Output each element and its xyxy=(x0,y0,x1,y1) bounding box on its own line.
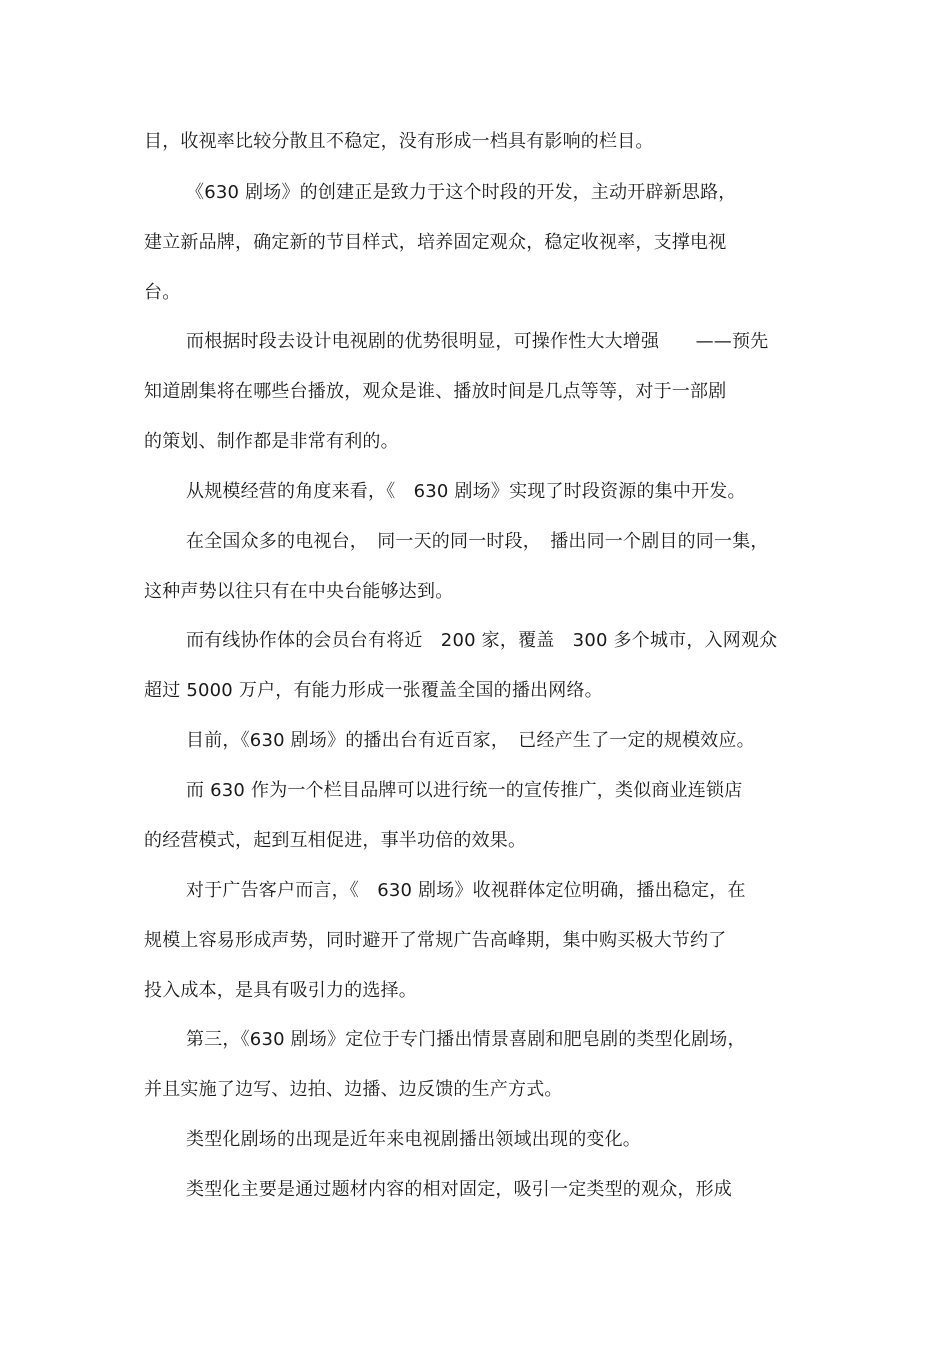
text-line: 这种声势以往只有在中央台能够达到。 xyxy=(144,581,454,602)
text-line: 而有线协作体的会员台有将近 200 家，覆盖 300 多个城市，入网观众 xyxy=(186,630,778,651)
text-line: 目，收视率比较分散且不稳定，没有形成一档具有影响的栏目。 xyxy=(144,131,654,152)
text-line: 投入成本，是具有吸引力的选择。 xyxy=(144,980,417,1001)
text-line: 的策划、制作都是非常有利的。 xyxy=(144,431,399,452)
text-line: 建立新品牌，确定新的节目样式，培养固定观众，稳定收视率，支撑电视 xyxy=(144,232,727,253)
text-line: 超过 5000 万户，有能力形成一张覆盖全国的播出网络。 xyxy=(144,680,603,701)
text-line: 从规模经营的角度来看，《 630 剧场》实现了时段资源的集中开发。 xyxy=(186,481,746,502)
text-line: 并且实施了边写、边拍、边播、边反馈的生产方式。 xyxy=(144,1079,563,1100)
text-line: 《630 剧场》的创建正是致力于这个时段的开发，主动开辟新思路， xyxy=(186,182,737,203)
text-line: 台。 xyxy=(144,282,181,303)
text-line: 的经营模式，起到互相促进，事半功倍的效果。 xyxy=(144,830,527,851)
text-line: 而根据时段去设计电视剧的优势很明显，可操作性大大增强 ——预先 xyxy=(186,331,769,352)
text-line: 类型化主要是通过题材内容的相对固定，吸引一定类型的观众，形成 xyxy=(186,1179,732,1200)
text-line: 而 630 作为一个栏目品牌可以进行统一的宣传推广，类似商业连锁店 xyxy=(186,780,743,801)
text-line: 目前，《630 剧场》的播出台有近百家， 已经产生了一定的规模效应。 xyxy=(186,730,755,751)
text-line: 对于广告客户而言，《 630 剧场》收视群体定位明确，播出稳定，在 xyxy=(186,880,746,901)
text-line: 第三，《630 剧场》定位于专门播出情景喜剧和肥皂剧的类型化剧场， xyxy=(186,1029,746,1050)
text-line: 规模上容易形成声势，同时避开了常规广告高峰期，集中购买极大节约了 xyxy=(144,930,727,951)
text-line: 知道剧集将在哪些台播放，观众是谁、播放时间是几点等等，对于一部剧 xyxy=(144,381,727,402)
text-line: 类型化剧场的出现是近年来电视剧播出领域出现的变化。 xyxy=(186,1129,641,1150)
text-line: 在全国众多的电视台， 同一天的同一时段， 播出同一个剧目的同一集， xyxy=(186,531,769,552)
